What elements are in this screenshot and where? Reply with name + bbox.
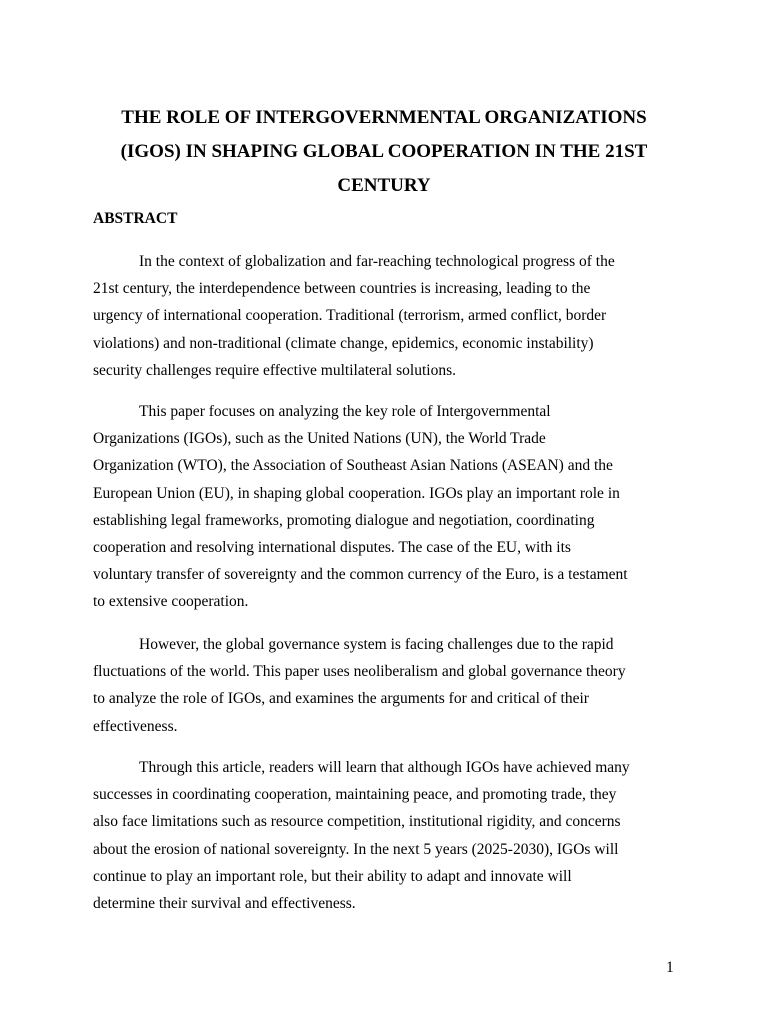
- text-line: establishing legal frameworks, promoting dialogue and negotiation, coordinating: [93, 511, 595, 529]
- page-number: 1: [666, 959, 674, 976]
- text-line: determine their survival and effectiveness.: [93, 895, 356, 913]
- text-line: However, the global governance system is facing challenges due to the rapid: [139, 636, 614, 653]
- text-line: voluntary transfer of sovereignty and the common currency of the Euro, is a testament: [93, 566, 628, 584]
- text-line: about the erosion of national sovereignty. In the next 5 years (2025-2030), IGOs will: [93, 840, 619, 858]
- text-line: In the context of globalization and far-reaching technological progress of the: [139, 253, 615, 270]
- text-line: 21st century, the interdependence between countries is increasing, leading to the: [93, 280, 591, 298]
- abstract-paragraph-1: [93, 248, 675, 384]
- text-line: continue to play an important role, but their ability to adapt and innovate will: [93, 867, 572, 885]
- text-line: fluctuations of the world. This paper uses neoliberalism and global governance theory: [93, 663, 626, 681]
- text-line: Organizations (IGOs), such as the United Nations (UN), the World Trade: [93, 430, 546, 448]
- text-line: violations) and non-traditional (climate change, epidemics, economic instability): [93, 334, 594, 352]
- text-line: to analyze the role of IGOs, and examines the arguments for and critical of their: [93, 690, 589, 708]
- text-line: This paper focuses on analyzing the key role of Intergovernmental: [139, 403, 551, 420]
- abstract-heading: ABSTRACT: [93, 210, 178, 227]
- text-line: Through this article, readers will learn that although IGOs have achieved many: [139, 759, 630, 776]
- title-line: THE ROLE OF INTERGOVERNMENTAL ORGANIZATIONS: [121, 107, 647, 128]
- text-line: urgency of international cooperation. Traditional (terrorism, armed conflict, border: [93, 307, 607, 325]
- abstract-paragraph-3: [93, 631, 675, 740]
- abstract-paragraph-2: [93, 398, 675, 616]
- text-line: effectiveness.: [93, 717, 178, 735]
- text-line: Organization (WTO), the Association of Southeast Asian Nations (ASEAN) and the: [93, 457, 613, 475]
- text-line: successes in coordinating cooperation, maintaining peace, and promoting trade, they: [93, 786, 617, 804]
- text-line: European Union (EU), in shaping global cooperation. IGOs play an important role in: [93, 484, 620, 502]
- paper-title: [93, 101, 675, 203]
- title-line: (IGOS) IN SHAPING GLOBAL COOPERATION IN THE 21ST: [120, 141, 648, 162]
- text-line: security challenges require effective multilateral solutions.: [93, 361, 456, 379]
- text-line: to extensive cooperation.: [93, 593, 249, 611]
- abstract-paragraph-4: [93, 754, 675, 917]
- title-line: CENTURY: [337, 175, 431, 196]
- text-line: cooperation and resolving international disputes. The case of the EU, with its: [93, 539, 571, 557]
- text-line: also face limitations such as resource competition, institutional rigidity, and concerns: [93, 813, 621, 831]
